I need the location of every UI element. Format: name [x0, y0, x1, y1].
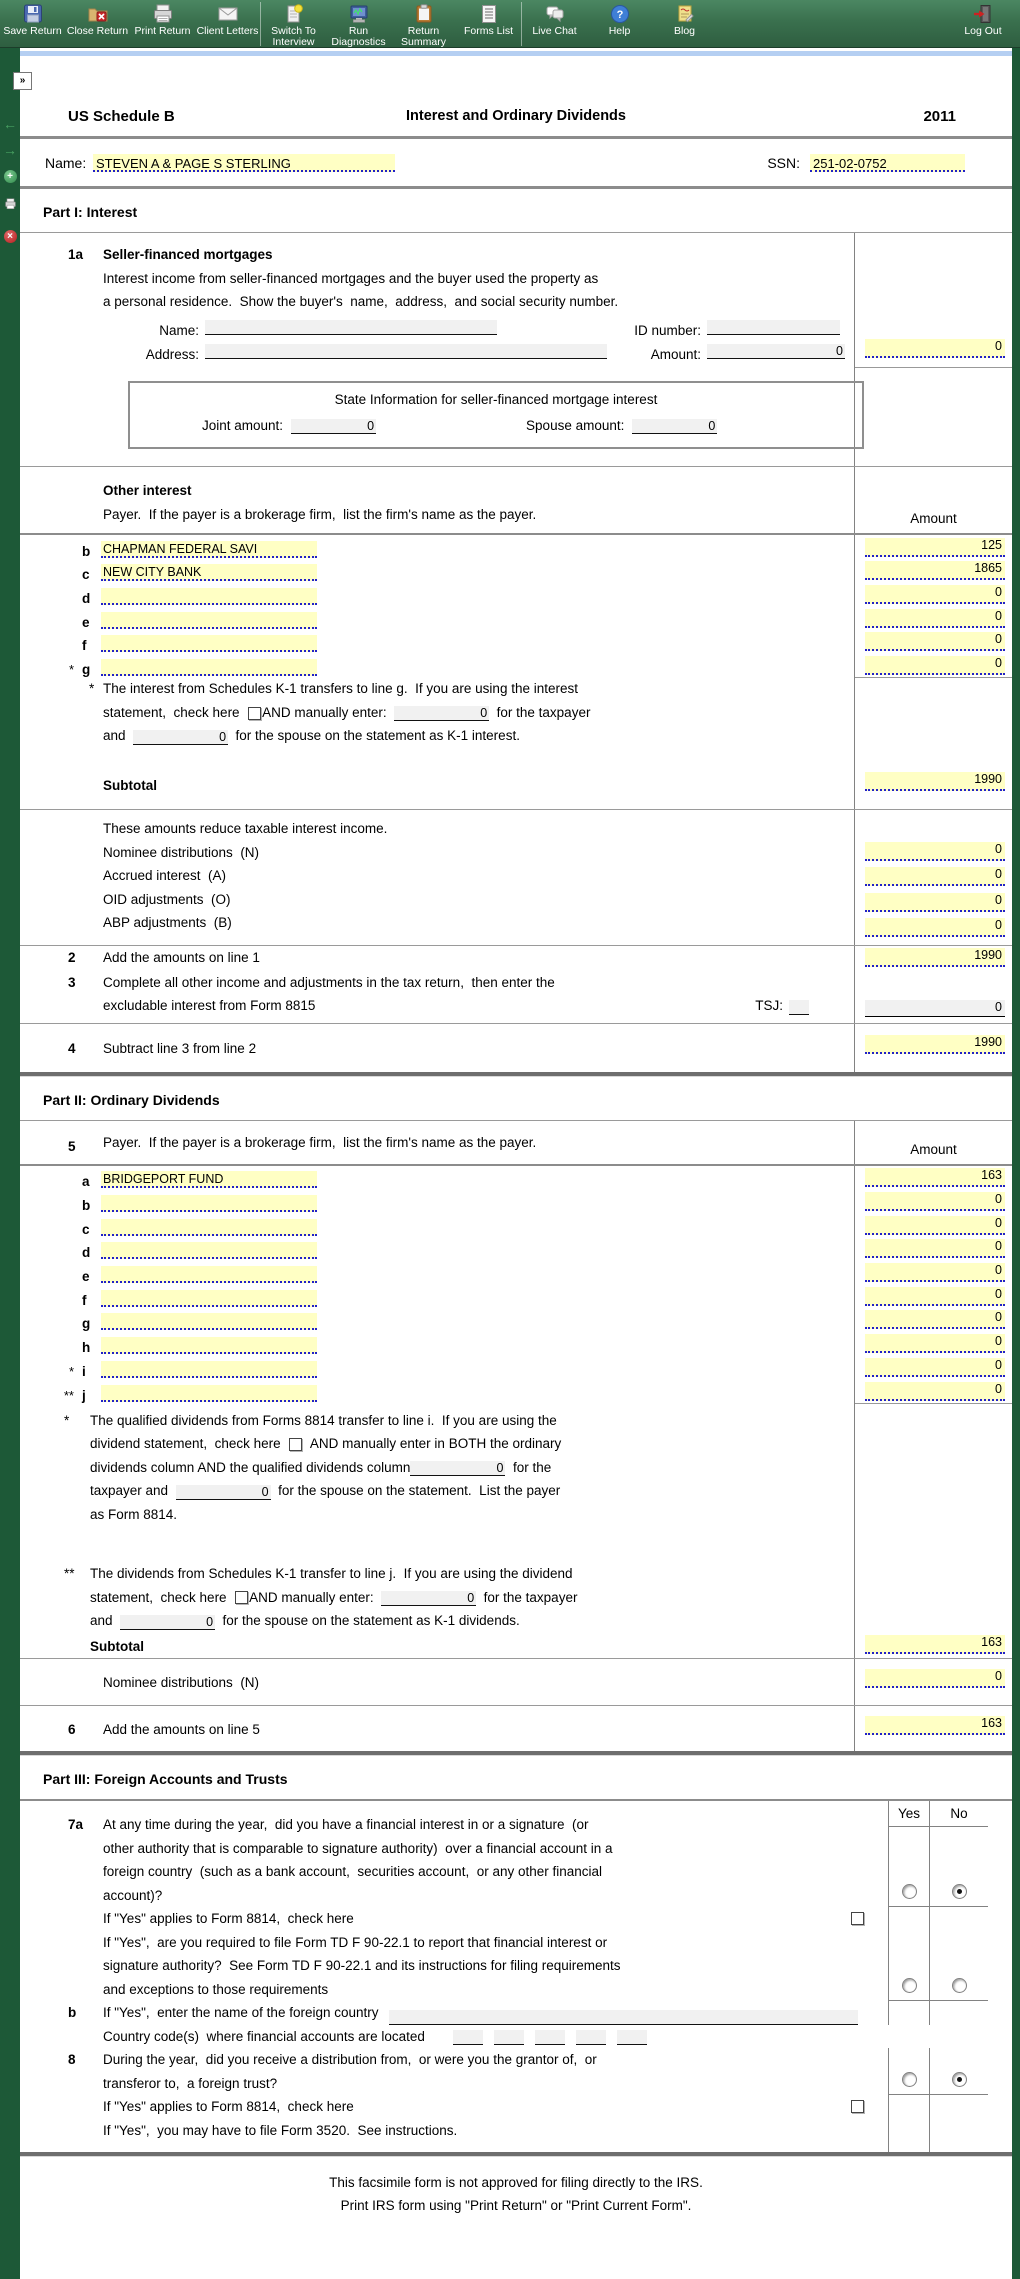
close-return-icon	[65, 2, 130, 26]
payer-name-field[interactable]	[101, 1219, 317, 1236]
dividend-row	[20, 1260, 1012, 1284]
dividend-nominee-row	[20, 1659, 1012, 1705]
q7b-text: If "Yes", enter the name of the foreign country	[103, 2005, 379, 2020]
line2-label: Add the amounts on line 1	[103, 949, 260, 965]
adjustment-label: ABP adjustments (B)	[103, 915, 232, 931]
joint-amount-field[interactable]: 0	[291, 419, 376, 434]
subtotal-label: Subtotal	[90, 1638, 144, 1654]
form8814-note	[20, 1403, 1012, 1535]
line-number: 4	[68, 1040, 76, 1056]
help-icon	[587, 2, 652, 26]
country-code-field[interactable]	[576, 2030, 606, 2045]
client-letters-button[interactable]: Client Letters	[195, 0, 260, 37]
question-7a-group	[20, 1801, 1012, 1907]
dividend-row	[20, 1379, 1012, 1403]
add-form-icon[interactable]: +	[4, 170, 17, 183]
row-letter: d	[82, 1245, 91, 1261]
interest-amount-field[interactable]: 125	[865, 538, 1005, 557]
note-text: for the spouse on the statement. List the payer	[270, 1483, 561, 1498]
tdf-yes-radio[interactable]	[902, 1978, 917, 1993]
save-icon	[0, 2, 65, 26]
row-letter: e	[82, 1269, 90, 1285]
tdf-text: If "Yes", are you required to file Form TD F 90-22.1 to report that financial interest or	[103, 1934, 608, 1950]
right-edge-strip	[1012, 48, 1020, 2279]
dividend-amount-field[interactable]: 0	[865, 1358, 1005, 1377]
k1-dividend-checkbox[interactable]	[235, 1591, 248, 1604]
note-text: statement, check here	[90, 1589, 235, 1605]
payer-name-field[interactable]: CHAPMAN FEDERAL SAVI	[101, 541, 317, 558]
qualified-spouse-field[interactable]: 0	[176, 1485, 271, 1500]
q7a-text: foreign country (such as a bank account, securities account, or any other financial	[103, 1864, 603, 1879]
tdf-no-radio[interactable]	[952, 1978, 967, 1993]
line6-amount-field[interactable]: 163	[865, 1716, 1005, 1735]
note-text: AND manually enter in BOTH the ordinary	[303, 1436, 562, 1451]
accrued-field[interactable]: 0	[865, 867, 1005, 886]
part2-heading: Part II: Ordinary Dividends	[43, 1092, 220, 1109]
note-text: as Form 8814.	[90, 1506, 178, 1522]
interest-row	[20, 535, 1012, 559]
q8-8814-checkbox[interactable]	[851, 2100, 864, 2113]
payer-name-field[interactable]	[101, 1361, 317, 1378]
payer-name-field[interactable]	[101, 1195, 317, 1212]
interest-amount-field[interactable]: 1865	[865, 561, 1005, 580]
form-page	[20, 48, 1012, 2279]
adjustments-intro: These amounts reduce taxable interest income.	[103, 821, 388, 837]
line3-row	[20, 971, 1012, 1023]
part1-heading: Part I: Interest	[43, 204, 138, 220]
country-codes-row	[20, 2025, 1012, 2049]
note-text: dividend statement, check here	[90, 1436, 289, 1451]
note-text: AND manually enter:	[249, 1589, 382, 1605]
interest-amount-field[interactable]: 0	[865, 609, 1005, 628]
run-diagnostics-button[interactable]: Run Diagnostics	[326, 0, 391, 48]
dividend-amount-field[interactable]: 0	[865, 1239, 1005, 1258]
dividend-amount-field[interactable]: 0	[865, 1382, 1005, 1401]
yes-column-header: Yes	[889, 1801, 929, 1827]
buyer-address-label: Address:	[145, 346, 199, 362]
buyer-id-label: ID number:	[634, 322, 701, 338]
row-letter: a	[82, 1174, 90, 1190]
payer-name-field[interactable]	[101, 1290, 317, 1307]
dividend-row	[20, 1213, 1012, 1237]
interest-subtotal-row	[20, 756, 1012, 810]
footer-line1: This facsimile form is not approved for filing directly to the IRS.	[329, 2175, 703, 2190]
q8-yes-radio[interactable]	[902, 2072, 917, 2087]
k1-div-taxpayer-field[interactable]: 0	[381, 1591, 476, 1606]
row-letter: e	[82, 614, 90, 630]
live-chat-button[interactable]: Live Chat	[522, 0, 587, 37]
amount-column-header: Amount	[910, 511, 957, 526]
line4-label: Subtract line 3 from line 2	[103, 1040, 257, 1056]
line4-row	[20, 1024, 1012, 1073]
joint-amount-label: Joint amount:	[202, 417, 284, 433]
facsimile-footer	[20, 2171, 1012, 2217]
form8814-checkbox[interactable]	[289, 1438, 302, 1451]
interview-icon	[261, 2, 326, 26]
spacer	[20, 1534, 1012, 1562]
footer-line2: Print IRS form using "Print Return" or "Print Current Form".	[340, 2198, 692, 2213]
row-letter: g	[82, 1316, 91, 1332]
return-summary-button[interactable]: Return Summary	[391, 0, 456, 48]
tsj-field[interactable]	[789, 1000, 809, 1015]
dividend-row	[20, 1308, 1012, 1332]
dividend-amount-field[interactable]: 0	[865, 1216, 1005, 1235]
q8-text: During the year, did you receive a distribution from, or were you the grantor of, or	[103, 2052, 597, 2067]
sidebar-expander[interactable]: »	[13, 72, 32, 90]
amount-column-header: Amount	[910, 1141, 957, 1157]
dividend-amount-field[interactable]: 0	[865, 1263, 1005, 1282]
row-letter: g	[82, 662, 91, 678]
ssn-field[interactable]: 251-02-0752	[810, 154, 965, 172]
interest-subtotal-field[interactable]: 1990	[865, 772, 1005, 791]
line-number: 7a	[68, 1817, 84, 1832]
payer-name-field[interactable]	[101, 612, 317, 629]
part3-heading: Part III: Foreign Accounts and Trusts	[43, 1771, 288, 1787]
sfm-desc: a personal residence. Show the buyer's name, address, and social security number.	[103, 294, 619, 309]
sfm-amount-field[interactable]: 0	[865, 339, 1005, 358]
note-text: AND manually enter:	[262, 704, 395, 720]
nominee-field[interactable]: 0	[865, 842, 1005, 861]
print-return-button[interactable]: Print Return	[130, 0, 195, 37]
line-number: 2	[68, 949, 76, 965]
k1-dividend-note	[20, 1562, 1012, 1633]
line3-text: Complete all other income and adjustments in the tax return, then enter the	[103, 974, 555, 990]
state-box-title: State Information for seller-financed mortgage interest	[334, 391, 658, 407]
interest-amount-field[interactable]: 0	[865, 632, 1005, 651]
question-7b-group	[20, 2001, 1012, 2025]
payer-name-field[interactable]	[101, 588, 317, 605]
note-text: taxpayer and	[90, 1483, 176, 1498]
payer-name-field[interactable]	[101, 1313, 317, 1330]
row-letter: j	[82, 1387, 86, 1403]
sfm-desc: Interest income from seller-financed mortgages and the buyer used the property as	[103, 270, 599, 286]
q8-check-text: If "Yes" applies to Form 8814, check here	[103, 2099, 354, 2114]
note-text: for the spouse on the statement as K-1 dividends.	[215, 1613, 520, 1628]
k1-spouse-field[interactable]: 0	[133, 730, 228, 745]
forms-list-button[interactable]: Forms List	[456, 0, 521, 37]
switch-to-interview-button[interactable]: Switch To Interview	[261, 0, 326, 48]
abp-field[interactable]: 0	[865, 918, 1005, 937]
ssn-label: SSN:	[767, 154, 800, 171]
interest-adjustments-section	[20, 810, 1012, 945]
row-letter: c	[82, 567, 90, 583]
tsj-label: TSJ:	[755, 998, 783, 1014]
clipboard-icon	[391, 2, 456, 26]
interest-row	[20, 559, 1012, 583]
dividend-row	[20, 1166, 1012, 1190]
row-letter: d	[82, 591, 91, 607]
q7a-yes-radio[interactable]	[902, 1884, 917, 1899]
note-text: for the spouse on the statement as K-1 interest.	[228, 728, 520, 744]
buyer-amount-label: Amount:	[650, 346, 701, 362]
payer-name-field[interactable]	[101, 1337, 317, 1354]
row-letter: c	[82, 1221, 90, 1237]
state-info-section	[20, 368, 1012, 467]
q7a-text: At any time during the year, did you have a financial interest in or a signature (or	[103, 1817, 589, 1832]
dividend-subtotal-field[interactable]: 163	[865, 1635, 1005, 1654]
tdf-text: and exceptions to those requirements	[103, 1981, 329, 1997]
blog-icon	[652, 2, 717, 26]
line2-row	[20, 946, 1012, 971]
dividend-nominee-field[interactable]: 0	[865, 1669, 1005, 1688]
dividend-row	[20, 1355, 1012, 1379]
left-sidebar	[0, 48, 20, 2279]
line-number: 6	[68, 1721, 76, 1737]
svg-text:?: ?	[616, 9, 623, 21]
note-text: The qualified dividends from Forms 8814 transfer to line i. If you are using the	[90, 1412, 557, 1428]
q8-text: transferor to, a foreign trust?	[103, 2075, 278, 2091]
dividend-amount-field[interactable]: 0	[865, 1287, 1005, 1306]
print-icon	[130, 2, 195, 26]
interest-amount-field[interactable]: 0	[865, 585, 1005, 604]
note-text: and	[90, 1613, 121, 1628]
country-codes-label: Country code(s) where financial accounts are located	[103, 2028, 425, 2044]
diagnostics-icon	[326, 2, 391, 26]
buyer-address-field[interactable]	[205, 344, 607, 359]
row-letter: b	[82, 543, 91, 559]
dividends-header	[20, 1121, 1012, 1164]
sfm-title: Seller-financed mortgages	[103, 247, 273, 262]
q7a-check-text: If "Yes" applies to Form 8814, check here	[103, 1911, 354, 1926]
back-arrow-icon[interactable]: ←	[3, 116, 17, 132]
note-star: **	[64, 1566, 75, 1581]
qualified-taxpayer-field[interactable]: 0	[410, 1461, 505, 1476]
line3-amount-field[interactable]: 0	[865, 1000, 1005, 1017]
note-text: statement, check here	[103, 704, 248, 720]
forward-arrow-icon[interactable]: →	[3, 142, 17, 158]
line-number: 1a	[68, 247, 84, 262]
dividend-amount-field[interactable]: 163	[865, 1168, 1005, 1187]
spouse-amount-label: Spouse amount:	[526, 417, 625, 433]
country-code-field[interactable]	[617, 2030, 647, 2045]
note-text: dividends column AND the qualified dividends column	[90, 1459, 411, 1475]
other-interest-title: Other interest	[103, 483, 192, 498]
dividend-amount-field[interactable]: 0	[865, 1192, 1005, 1211]
other-interest-header	[20, 467, 1012, 533]
note-text: and	[103, 728, 134, 744]
row-letter: i	[82, 1363, 86, 1379]
row-star: *	[68, 1363, 74, 1379]
nominee-label: Nominee distributions (N)	[103, 1675, 260, 1690]
oid-field[interactable]: 0	[865, 893, 1005, 912]
dividend-row	[20, 1237, 1012, 1261]
note-star: *	[64, 1412, 70, 1428]
line4-amount-field[interactable]: 1990	[865, 1035, 1005, 1054]
payer-name-field[interactable]	[101, 1385, 317, 1402]
spouse-amount-field[interactable]: 0	[632, 419, 717, 434]
payer-name-field[interactable]	[101, 659, 317, 676]
print-form-icon[interactable]	[3, 197, 18, 216]
payer-name-field[interactable]	[101, 635, 317, 652]
payer-instruction: Payer. If the payer is a brokerage firm, list the firm's name as the payer.	[103, 506, 537, 522]
adjustment-label: Accrued interest (A)	[103, 868, 227, 884]
toolbar	[0, 0, 1020, 48]
note-text: for the taxpayer	[489, 704, 591, 720]
line-number: b	[68, 2005, 77, 2020]
chat-icon	[522, 2, 587, 26]
line6-row	[20, 1706, 1012, 1752]
note-text: The dividends from Schedules K-1 transfer to line j. If you are using the dividend	[90, 1566, 573, 1581]
name-label: Name:	[45, 154, 87, 171]
q7a-8814-checkbox[interactable]	[851, 1912, 864, 1925]
interest-row	[20, 582, 1012, 606]
foreign-country-field[interactable]	[389, 2010, 859, 2025]
blog-button[interactable]: Blog	[652, 0, 717, 37]
payer-name-field[interactable]	[101, 1266, 317, 1283]
q7a-text: other authority that is comparable to signature authority) over a financial account in a	[103, 1840, 613, 1856]
q7a-no-radio[interactable]	[952, 1884, 967, 1899]
close-return-button[interactable]: Close Return	[65, 0, 130, 37]
row-letter: h	[82, 1340, 91, 1356]
name-ssn-row	[20, 139, 1012, 186]
form-header	[20, 108, 1012, 132]
adjustment-label: OID adjustments (O)	[103, 891, 231, 907]
buyer-id-field[interactable]	[707, 320, 840, 335]
line3-text: excludable interest from Form 8815	[103, 998, 316, 1014]
q7a-text: account)?	[103, 1887, 163, 1903]
q8-note-text: If "Yes", you may have to file Form 3520. See instructions.	[103, 2122, 458, 2138]
buyer-name-label: Name:	[159, 322, 199, 338]
buyer-name-field[interactable]	[205, 320, 497, 335]
envelope-icon	[195, 2, 260, 26]
no-column-header: No	[930, 1801, 988, 1827]
k1-interest-note	[20, 677, 1012, 756]
payer-name-field[interactable]: BRIDGEPORT FUND	[101, 1171, 317, 1188]
dividend-row	[20, 1331, 1012, 1355]
seller-financed-section	[20, 233, 1012, 368]
interest-amount-field[interactable]: 0	[865, 656, 1005, 675]
note-text: The interest from Schedules K-1 transfers to line g. If you are using the interest	[103, 681, 578, 697]
forms-list-icon	[456, 2, 521, 26]
dividend-subtotal-row	[20, 1633, 1012, 1659]
country-code-field[interactable]	[453, 2030, 483, 2045]
note-text: for the taxpayer	[476, 1589, 578, 1605]
dividend-row	[20, 1284, 1012, 1308]
dividend-amount-field[interactable]: 0	[865, 1334, 1005, 1353]
k1-taxpayer-field[interactable]: 0	[394, 706, 489, 721]
interest-row	[20, 653, 1012, 677]
line6-label: Add the amounts on line 5	[103, 1721, 260, 1737]
note-star: *	[89, 681, 95, 697]
subtotal-label: Subtotal	[103, 777, 157, 793]
line-number: 5	[68, 1138, 76, 1154]
log-out-button[interactable]: Log Out	[948, 0, 1018, 37]
row-star: **	[63, 1387, 74, 1403]
q8-no-radio[interactable]	[952, 2072, 967, 2087]
country-code-field[interactable]	[494, 2030, 524, 2045]
form-subtitle: Interest and Ordinary Dividends	[406, 108, 626, 124]
dividend-amount-field[interactable]: 0	[865, 1310, 1005, 1329]
line2-amount-field[interactable]: 1990	[865, 948, 1005, 967]
form-title: US Schedule B	[68, 108, 175, 125]
close-form-icon[interactable]: ×	[4, 230, 17, 243]
row-letter: f	[82, 638, 87, 654]
tdf-text: signature authority? See Form TD F 90-22.1 and its instructions for filing requirements	[103, 1958, 621, 1973]
payer-name-field[interactable]	[101, 1242, 317, 1259]
dividend-row	[20, 1189, 1012, 1213]
state-info-box	[128, 381, 864, 450]
question-8-group	[20, 2048, 1012, 2095]
page-top-strip	[20, 51, 1012, 56]
interest-row	[20, 630, 1012, 654]
line-number: 8	[68, 2052, 76, 2067]
section-divider	[20, 2152, 1012, 2157]
log-out-icon	[948, 2, 1018, 26]
save-return-button[interactable]: Save Return	[0, 0, 65, 37]
question-8-notes-group	[20, 2095, 1012, 2152]
adjustment-label: Nominee distributions (N)	[103, 844, 260, 860]
form-year: 2011	[923, 108, 956, 125]
payer-name-field[interactable]: NEW CITY BANK	[101, 564, 317, 581]
k1-div-spouse-field[interactable]: 0	[120, 1615, 215, 1630]
row-star: *	[68, 662, 74, 678]
country-code-field[interactable]	[535, 2030, 565, 2045]
buyer-amount-field[interactable]: 0	[707, 344, 845, 359]
row-letter: f	[82, 1292, 87, 1308]
line-number: 3	[68, 974, 76, 990]
row-letter: b	[82, 1198, 91, 1213]
k1-checkbox[interactable]	[248, 707, 261, 720]
tdf-question-group	[20, 1907, 1012, 2001]
interest-row	[20, 606, 1012, 630]
note-text: for the	[505, 1459, 552, 1475]
help-button[interactable]: ? Help	[587, 0, 652, 37]
payer-instruction: Payer. If the payer is a brokerage firm, list the firm's name as the payer.	[103, 1135, 537, 1151]
taxpayer-name-field[interactable]: STEVEN A & PAGE S STERLING	[93, 154, 395, 172]
